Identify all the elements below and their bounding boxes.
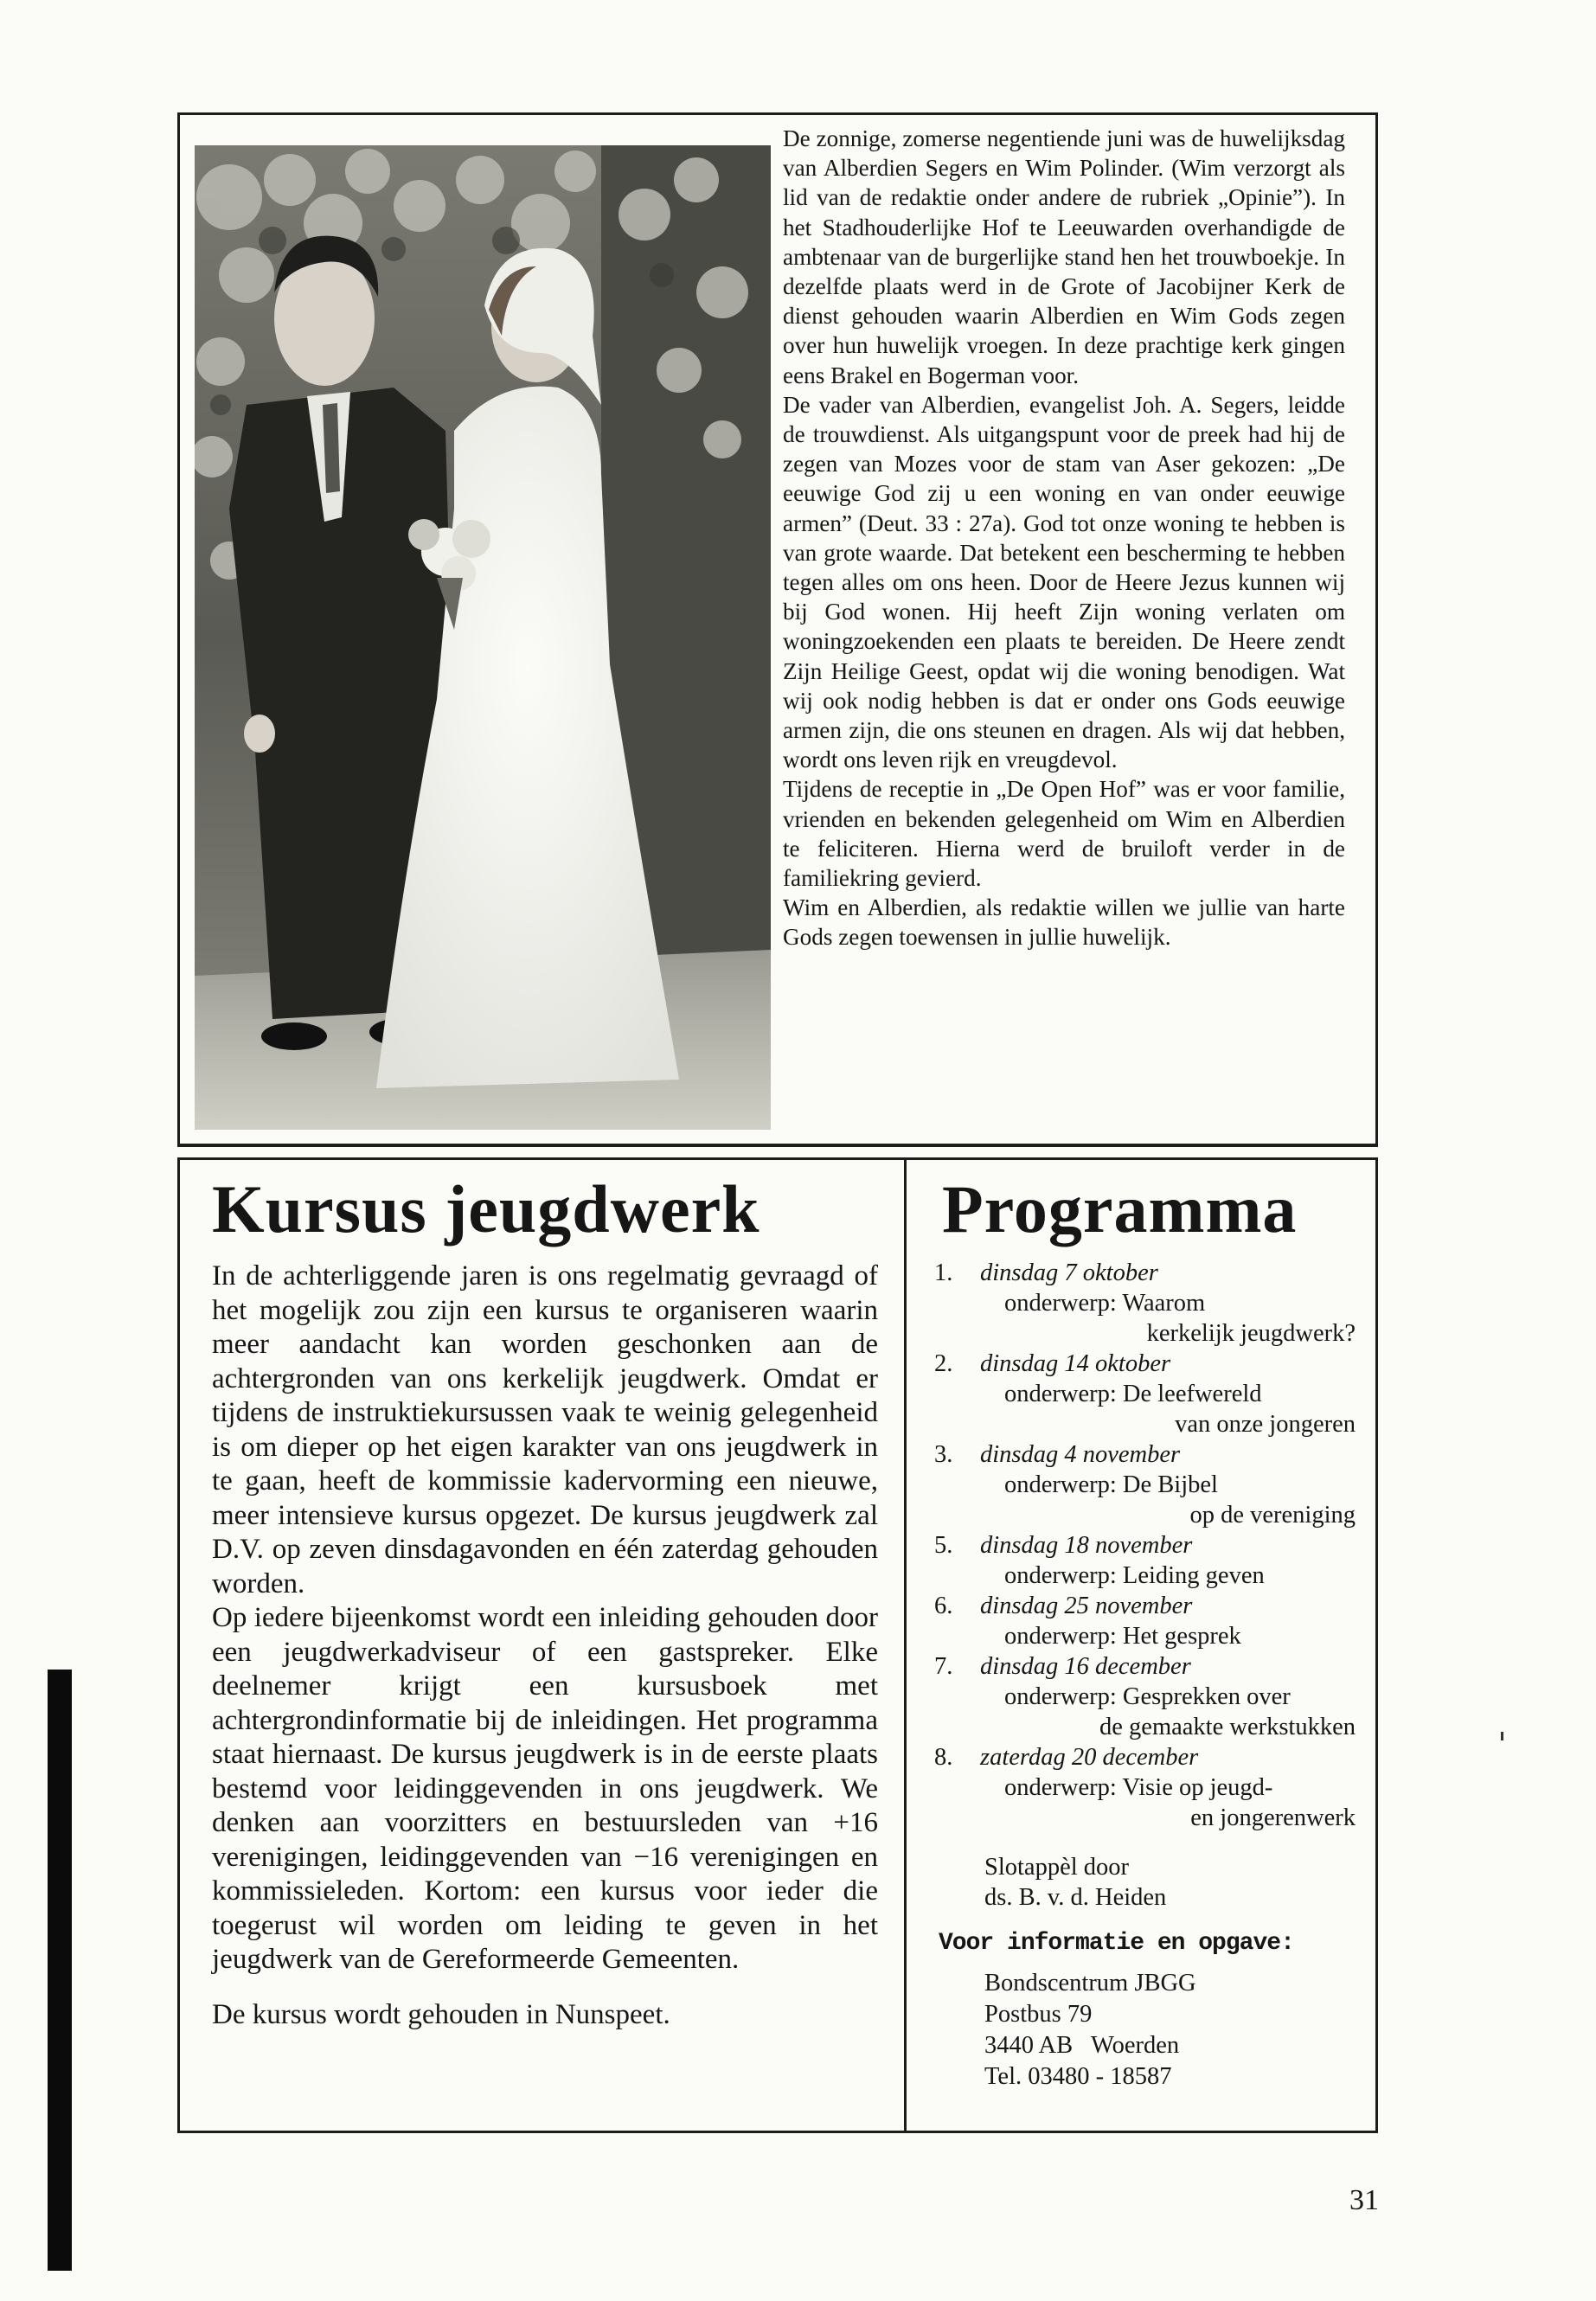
wedding-paragraph: De zonnige, zomerse negentiende juni was de huwelijksdag van Alberdien Segers en Wim Polinder. (Wim verzorgt als lid van de redaktie onder andere de rubriek „Opinie”). In het Stadhouderlijke Hof te Leeuwarden overhandigde de ambtenaar van de burgerlijke stand hen het trouwboekje. In dezelfde plaats werd in de Grote of Jacobijner Kerk de dienst gehouden waarin Alberdien en Wim Gods zegen over hun huwelijk vroegen. In deze prachtige kerk gingen eens Brakel en Bogerman voor. — [783, 125, 1345, 388]
slotappel-speaker: ds. B. v. d. Heiden — [984, 1884, 1167, 1911]
wedding-photo-image — [195, 145, 771, 1130]
item-date: dinsdag 25 november — [980, 1593, 1193, 1619]
item-date: dinsdag 18 november — [980, 1532, 1193, 1559]
programma-title: Programma — [942, 1171, 1298, 1247]
item-topic: onderwerp: De leefwereld — [1004, 1381, 1262, 1407]
slotappel-line: Slotappèl door — [984, 1854, 1130, 1881]
item-topic-continued: en jongerenwerk — [1190, 1804, 1356, 1831]
page-number: 31 — [1349, 2184, 1379, 2216]
wedding-paragraph: Wim en Alberdien, als redaktie willen we jullie van harte Gods zegen toewensen in jullie huwelijk. — [783, 894, 1345, 951]
item-topic-continued: kerkelijk jeugdwerk? — [1146, 1320, 1356, 1347]
item-topic: onderwerp: Gesprekken over — [1004, 1683, 1291, 1710]
programma-item — [930, 1651, 1362, 1742]
item-number: 8. — [934, 1744, 953, 1771]
item-number: 1. — [934, 1259, 953, 1286]
item-number: 7. — [934, 1653, 953, 1680]
kursus-closing: De kursus wordt gehouden in Nunspeet. — [212, 1998, 670, 2030]
item-number: 6. — [934, 1593, 953, 1619]
address-line: Tel. 03480 - 18587 — [984, 2063, 1172, 2090]
item-topic-continued: op de vereniging — [1189, 1502, 1356, 1529]
column-divider — [904, 1157, 907, 2133]
address-line: 3440 AB Woerden — [984, 2032, 1180, 2059]
programma-item — [930, 1530, 1362, 1591]
item-topic: onderwerp: Het gesprek — [1004, 1623, 1241, 1650]
programma-item — [930, 1742, 1362, 1833]
address-line: Bondscentrum JBGG — [984, 1970, 1196, 1997]
scan-speck — [1501, 1732, 1503, 1740]
wedding-article-text — [783, 124, 1345, 952]
item-number: 5. — [934, 1532, 953, 1559]
wedding-article-bottom-rule — [177, 1144, 1378, 1147]
programma-item — [930, 1591, 1362, 1651]
wedding-paragraph: De vader van Alberdien, evangelist Joh. A. Segers, leidde de trouwdienst. Als uitgangspunt voor de preek had hij de zegen van Mozes voor de stam van Aser gekozen: „De eeuwige God zij u een woning en van onder eeuwige armen” (Deut. 33 : 27a). God tot onze woning te hebben is van grote waarde. Dat betekent een bescherming te hebben tegen alles om ons heen. Door de Heere Jezus kunnen wij bij God wonen. Hij heeft Zijn woning verlaten om woningzoekenden een plaats te bereiden. De Heere zendt Zijn Heilige Geest, opdat wij die woning benodigen. Wat wij ook nodig hebben is dat er onder ons Gods eeuwige armen zijn, die ons steunen en dragen. Als wij dat hebben, wordt ons leven rijk en vreugdevol. — [783, 391, 1345, 773]
item-number: 2. — [934, 1350, 953, 1377]
item-number: 3. — [934, 1441, 953, 1468]
item-date: dinsdag 4 november — [980, 1441, 1181, 1468]
kursus-title: Kursus jeugdwerk — [212, 1171, 760, 1247]
kursus-article — [212, 1170, 878, 2032]
item-topic: onderwerp: Leiding geven — [1004, 1562, 1265, 1589]
item-date: dinsdag 16 december — [980, 1653, 1191, 1680]
item-topic-continued: de gemaakte werkstukken — [1099, 1714, 1356, 1740]
item-topic: onderwerp: De Bijbel — [1004, 1471, 1218, 1498]
contact-address — [984, 1968, 1362, 2093]
item-topic: onderwerp: Waarom — [1004, 1290, 1206, 1317]
programma-section — [930, 1170, 1362, 2093]
scan-edge-bar — [48, 1670, 72, 2271]
wedding-photo — [195, 145, 771, 1130]
info-heading: Voor informatie en opgave: — [939, 1930, 1294, 1957]
kursus-paragraph: In de achterliggende jaren is ons regelmatig gevraagd of het mogelijk zou zijn een kursus te organiseren waarin meer aandacht kan worden geschonken aan de achtergronden van ons kerkelijk jeugdwerk. Omdat er tijdens de instruktiekursussen vaak te weinig gelegenheid is om dieper op het eigen karakter van ons jeugdwerk in te gaan, heeft de kommissie kadervorming een nieuwe, meer intensieve kursus opgezet. De kursus jeugdwerk zal D.V. op zeven dinsdagavonden en één zaterdag gehouden worden. — [212, 1260, 878, 1599]
item-topic-continued: van onze jongeren — [1175, 1411, 1356, 1438]
kursus-paragraph: Op iedere bijeenkomst wordt een inleiding gehouden door een jeugdwerkadviseur of een gastspreker. Elke deelnemer krijgt een kursusboek met achtergrondinformatie bij de inleidingen. Het programma staat hiernaast. De kursus jeugdwerk is in de eerste plaats bestemd voor leidinggevenden in ons jeugdwerk. We denken aan voorzitters en bestuursleden van +16 verenigingen, leidinggevenden van −16 verenigingen en kommissieleden. Kortom: een kursus voor ieder die toegerust wil worden om leiding te geven in het jeugdwerk van de Gereformeerde Gemeenten. — [212, 1602, 878, 1975]
programma-item — [930, 1439, 1362, 1530]
programma-item — [930, 1349, 1362, 1439]
item-date: dinsdag 14 oktober — [980, 1350, 1171, 1377]
slotappel — [984, 1852, 1362, 1913]
item-date: dinsdag 7 oktober — [980, 1259, 1158, 1286]
programma-list — [930, 1258, 1362, 1833]
address-line: Postbus 79 — [984, 2001, 1093, 2028]
item-date: zaterdag 20 december — [980, 1744, 1199, 1771]
programma-item — [930, 1258, 1362, 1349]
item-topic: onderwerp: Visie op jeugd- — [1004, 1774, 1273, 1801]
wedding-paragraph: Tijdens de receptie in „De Open Hof” was er voor familie, vrienden en bekenden gelegenheid om Wim en Alberdien te feliciteren. Hierna werd de bruiloft verder in de familiekring gevierd. — [783, 776, 1345, 892]
